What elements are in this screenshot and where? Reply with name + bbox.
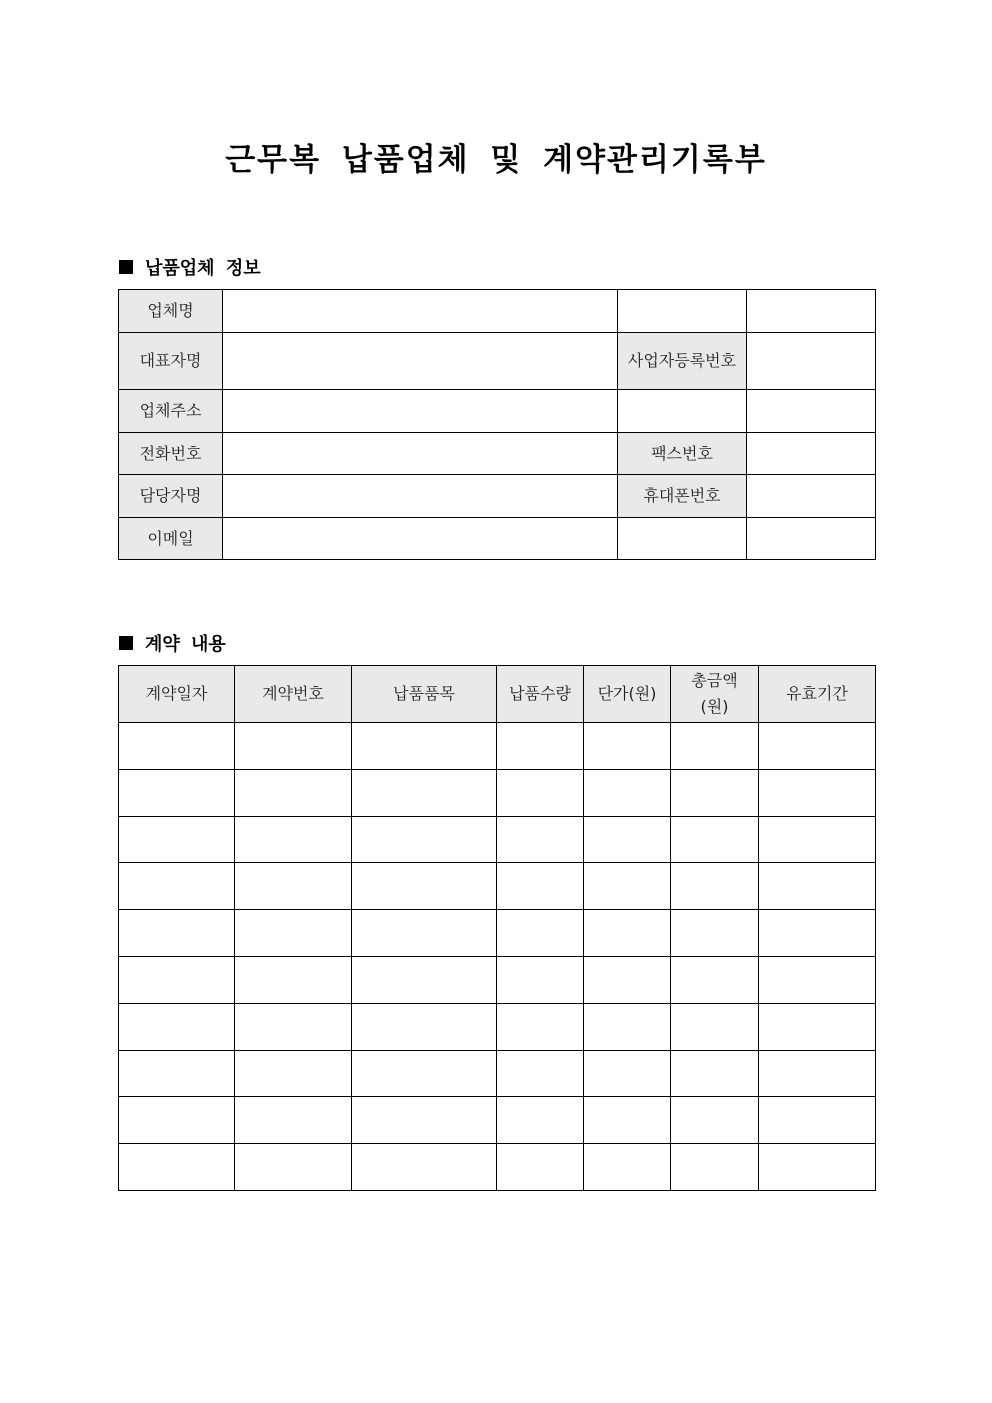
contract-table-header (119, 666, 876, 723)
total-amount-cell[interactable] (671, 956, 759, 1003)
email-field[interactable] (223, 518, 618, 560)
delivery-item-cell[interactable] (352, 769, 497, 816)
contract-number-cell[interactable] (235, 1144, 352, 1191)
table-row (119, 1144, 876, 1191)
vendor-row-representative (119, 333, 876, 390)
column-header-delivery-quantity: 납품수량 (497, 666, 584, 723)
contract-number-cell[interactable] (235, 910, 352, 957)
black-square-bullet-icon (119, 260, 133, 274)
unit-price-cell[interactable] (584, 769, 671, 816)
mobile-number-field[interactable] (747, 475, 876, 518)
delivery-item-cell[interactable] (352, 910, 497, 957)
vendor-info-table (118, 289, 876, 560)
contract-date-cell[interactable] (119, 910, 235, 957)
column-header-contract-number: 계약번호 (235, 666, 352, 723)
label-business-registration-number: 사업자등록번호 (618, 333, 747, 390)
validity-period-cell[interactable] (759, 1144, 876, 1191)
validity-period-cell[interactable] (759, 1003, 876, 1050)
contract-section-heading (119, 630, 226, 656)
delivery-item-cell[interactable] (352, 816, 497, 863)
delivery-quantity-cell[interactable] (497, 863, 584, 910)
representative-name-field[interactable] (223, 333, 618, 390)
unit-price-cell[interactable] (584, 956, 671, 1003)
unit-price-cell[interactable] (584, 1050, 671, 1097)
total-amount-cell[interactable] (671, 816, 759, 863)
contract-number-cell[interactable] (235, 956, 352, 1003)
total-amount-cell[interactable] (671, 1003, 759, 1050)
blank-label-cell (618, 518, 747, 560)
validity-period-cell[interactable] (759, 863, 876, 910)
black-square-bullet-icon (119, 636, 133, 650)
blank-label-cell (618, 290, 747, 333)
table-row (119, 910, 876, 957)
vendor-row-company-name (119, 290, 876, 333)
contract-number-cell[interactable] (235, 723, 352, 770)
table-row (119, 816, 876, 863)
total-amount-cell[interactable] (671, 769, 759, 816)
delivery-quantity-cell[interactable] (497, 1050, 584, 1097)
table-row (119, 769, 876, 816)
delivery-quantity-cell[interactable] (497, 1144, 584, 1191)
table-row (119, 863, 876, 910)
label-company-address: 업체주소 (119, 390, 223, 433)
blank-value-cell[interactable] (747, 518, 876, 560)
company-address-field[interactable] (223, 390, 618, 433)
validity-period-cell[interactable] (759, 723, 876, 770)
contract-date-cell[interactable] (119, 816, 235, 863)
contract-date-cell[interactable] (119, 1144, 235, 1191)
total-amount-cell[interactable] (671, 1144, 759, 1191)
unit-price-cell[interactable] (584, 723, 671, 770)
delivery-item-cell[interactable] (352, 723, 497, 770)
vendor-row-email (119, 518, 876, 560)
phone-number-field[interactable] (223, 433, 618, 475)
delivery-item-cell[interactable] (352, 1050, 497, 1097)
label-email: 이메일 (119, 518, 223, 560)
total-amount-cell[interactable] (671, 910, 759, 957)
delivery-quantity-cell[interactable] (497, 1097, 584, 1144)
label-mobile-number: 휴대폰번호 (618, 475, 747, 518)
validity-period-cell[interactable] (759, 769, 876, 816)
validity-period-cell[interactable] (759, 1097, 876, 1144)
business-registration-number-field[interactable] (747, 333, 876, 390)
total-amount-cell[interactable] (671, 863, 759, 910)
delivery-quantity-cell[interactable] (497, 816, 584, 863)
validity-period-cell[interactable] (759, 956, 876, 1003)
contract-number-cell[interactable] (235, 863, 352, 910)
table-row (119, 956, 876, 1003)
label-contact-person: 담당자명 (119, 475, 223, 518)
contract-table (118, 665, 876, 1191)
label-representative-name: 대표자명 (119, 333, 223, 390)
vendor-section-heading (119, 254, 261, 280)
blank-value-cell[interactable] (747, 290, 876, 333)
delivery-item-cell[interactable] (352, 863, 497, 910)
delivery-item-cell[interactable] (352, 1097, 497, 1144)
vendor-row-address (119, 390, 876, 433)
total-amount-cell[interactable] (671, 1097, 759, 1144)
vendor-section-heading-text: 납품업체 정보 (145, 258, 261, 279)
contract-number-cell[interactable] (235, 1097, 352, 1144)
contract-date-cell[interactable] (119, 1097, 235, 1144)
vendor-row-phone (119, 433, 876, 475)
label-phone-number: 전화번호 (119, 433, 223, 475)
validity-period-cell[interactable] (759, 1050, 876, 1097)
unit-price-cell[interactable] (584, 816, 671, 863)
unit-price-cell[interactable] (584, 1003, 671, 1050)
fax-number-field[interactable] (747, 433, 876, 475)
column-header-unit-price: 단가(원) (584, 666, 671, 723)
unit-price-cell[interactable] (584, 1144, 671, 1191)
unit-price-cell[interactable] (584, 1097, 671, 1144)
total-amount-cell[interactable] (671, 1050, 759, 1097)
table-row (119, 723, 876, 770)
vendor-row-contact (119, 475, 876, 518)
contract-date-cell[interactable] (119, 769, 235, 816)
delivery-quantity-cell[interactable] (497, 956, 584, 1003)
contract-number-cell[interactable] (235, 816, 352, 863)
contact-person-field[interactable] (223, 475, 618, 518)
delivery-item-cell[interactable] (352, 1003, 497, 1050)
delivery-item-cell[interactable] (352, 1144, 497, 1191)
label-company-name: 업체명 (119, 290, 223, 333)
delivery-quantity-cell[interactable] (497, 1003, 584, 1050)
column-header-total-amount: 총금액(원) (671, 666, 759, 723)
label-fax-number: 팩스번호 (618, 433, 747, 475)
validity-period-cell[interactable] (759, 910, 876, 957)
contract-date-cell[interactable] (119, 723, 235, 770)
column-header-validity-period: 유효기간 (759, 666, 876, 723)
delivery-item-cell[interactable] (352, 956, 497, 1003)
contract-number-cell[interactable] (235, 1003, 352, 1050)
delivery-quantity-cell[interactable] (497, 769, 584, 816)
contract-number-cell[interactable] (235, 769, 352, 816)
unit-price-cell[interactable] (584, 910, 671, 957)
table-row (119, 1050, 876, 1097)
table-row (119, 1003, 876, 1050)
column-header-delivery-item: 납품품목 (352, 666, 497, 723)
company-name-field[interactable] (223, 290, 618, 333)
total-amount-cell[interactable] (671, 723, 759, 770)
delivery-quantity-cell[interactable] (497, 723, 584, 770)
contract-date-cell[interactable] (119, 956, 235, 1003)
blank-label-cell (618, 390, 747, 433)
contract-date-cell[interactable] (119, 1050, 235, 1097)
validity-period-cell[interactable] (759, 816, 876, 863)
unit-price-cell[interactable] (584, 863, 671, 910)
contract-date-cell[interactable] (119, 1003, 235, 1050)
table-row (119, 1097, 876, 1144)
document-title: 근무복 납품업체 및 계약관리기록부 (225, 142, 767, 178)
contract-date-cell[interactable] (119, 863, 235, 910)
contract-section-heading-text: 계약 내용 (145, 634, 226, 655)
contract-number-cell[interactable] (235, 1050, 352, 1097)
blank-value-cell[interactable] (747, 390, 876, 433)
delivery-quantity-cell[interactable] (497, 910, 584, 957)
column-header-contract-date: 계약일자 (119, 666, 235, 723)
